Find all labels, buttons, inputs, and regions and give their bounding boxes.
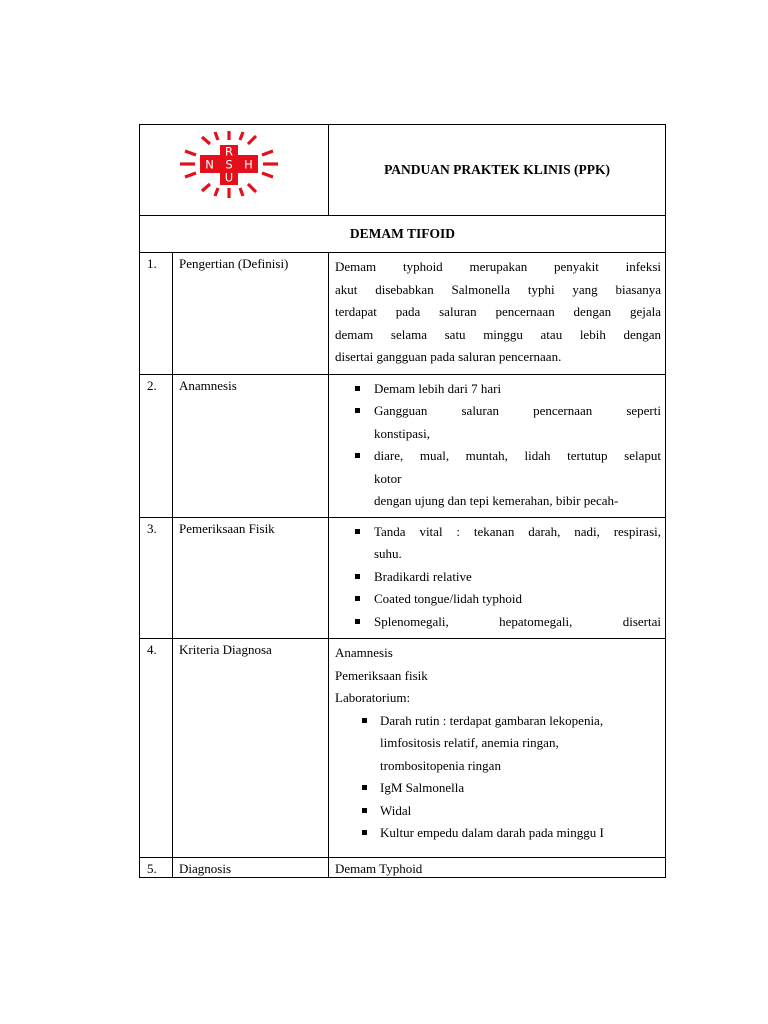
content-line: disertai gangguan pada saluran pencernaan.: [335, 349, 562, 364]
content-line: terdapat pada saluran pencernaan dengan gejala: [335, 304, 661, 319]
list-item: Widal: [335, 800, 661, 823]
ppk-table: [139, 124, 666, 878]
row-number: 1.: [140, 253, 173, 375]
row-number: 3.: [140, 517, 173, 639]
row-content: [329, 639, 666, 858]
table-row: [140, 857, 666, 877]
list-item: Demam lebih dari 7 hari: [335, 378, 661, 401]
table-row: [140, 253, 666, 375]
list-item: Splenomegali, hepatomegali, disertai: [335, 611, 661, 634]
row-content: [329, 517, 666, 639]
row-label: Pengertian (Definisi): [173, 253, 329, 375]
row-label: Anamnesis: [173, 374, 329, 517]
rsu-logo-icon: [140, 125, 329, 211]
list-item-continuation: dengan ujung dan tepi kemerahan, bibir pecah-: [374, 493, 619, 508]
criteria-heading: Anamnesis: [335, 645, 393, 660]
logo-letter-right: H: [244, 157, 253, 172]
bullet-list: [335, 521, 661, 544]
list-item-continuation: kotor: [374, 470, 402, 486]
table-row: [140, 517, 666, 639]
logo-cell: [140, 125, 329, 216]
list-item: Bradikardi relative: [335, 566, 661, 589]
header-row: [140, 125, 666, 216]
section-title: DEMAM TIFOID: [140, 216, 666, 253]
bullet-list: [335, 566, 661, 634]
content-line: demam selama satu minggu atau lebih dengan: [335, 326, 661, 342]
logo-letter-bottom: U: [224, 170, 234, 185]
bullet-list: [335, 378, 661, 423]
row-label: Diagnosis: [173, 857, 329, 877]
list-item: Darah rutin : terdapat gambaran lekopenia,: [335, 710, 661, 733]
bullet-list: [335, 710, 661, 733]
row-content: [329, 374, 666, 517]
content-line: akut disebabkan Salmonella typhi yang biasanya: [335, 281, 661, 297]
list-item-continuation: limfositosis relatif, anemia ringan,: [380, 735, 559, 750]
table-row: [140, 374, 666, 517]
criteria-heading: Laboratorium:: [335, 690, 411, 705]
logo-letter-left: N: [205, 157, 214, 172]
content-line: Demam typhoid merupakan penyakit infeksi: [335, 259, 661, 274]
list-item-continuation: suhu.: [374, 546, 402, 561]
list-item-continuation: konstipasi,: [374, 425, 430, 441]
row-content: [329, 253, 666, 375]
list-item: Tanda vital : tekanan darah, nadi, respirasi,: [335, 521, 661, 544]
list-item: IgM Salmonella: [335, 777, 661, 800]
bullet-list: [335, 445, 661, 468]
row-number: 2.: [140, 374, 173, 517]
list-item: Kultur empedu dalam darah pada minggu I: [335, 822, 661, 845]
table-row: [140, 639, 666, 858]
document-title: PANDUAN PRAKTEK KLINIS (PPK): [329, 125, 666, 216]
criteria-heading: Pemeriksaan fisik: [335, 667, 428, 683]
row-label: Pemeriksaan Fisik: [173, 517, 329, 639]
list-item: Coated tongue/lidah typhoid: [335, 588, 661, 611]
list-item-continuation: trombositopenia ringan: [380, 757, 501, 773]
logo-letter-center: S: [225, 157, 233, 172]
list-item: diare, mual, muntah, lidah tertutup selaput: [335, 445, 661, 468]
row-content: Demam Typhoid: [329, 857, 666, 877]
list-item: Gangguan saluran pencernaan seperti: [335, 400, 661, 423]
section-row: [140, 216, 666, 253]
bullet-list: [335, 777, 661, 857]
row-number: 5.: [140, 857, 173, 877]
logo-letter-top: R: [225, 144, 233, 159]
row-label: Kriteria Diagnosa: [173, 639, 329, 858]
row-number: 4.: [140, 639, 173, 858]
